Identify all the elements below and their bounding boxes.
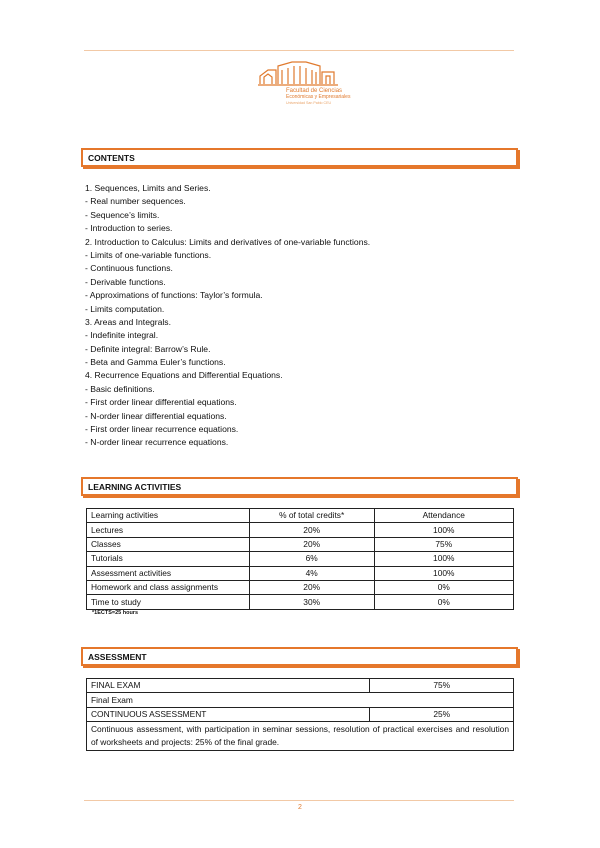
contents-item: - First order linear recurrence equations. xyxy=(85,424,239,435)
credits-cell: 20% xyxy=(249,580,374,594)
assessment-section-header: ASSESSMENT xyxy=(81,647,518,666)
attendance-cell: 100% xyxy=(374,566,513,580)
contents-item: - Approximations of functions: Taylor’s formula. xyxy=(85,290,263,301)
table-header-cell: Attendance xyxy=(374,509,513,523)
learning-activities-section-header: LEARNING ACTIVITIES xyxy=(81,477,518,496)
header-rule xyxy=(84,50,514,51)
table-row xyxy=(87,537,514,551)
building-logo-icon xyxy=(258,58,350,88)
contents-item: - Beta and Gamma Euler’s functions. xyxy=(85,357,226,368)
final-exam-weight: 75% xyxy=(370,679,514,693)
learning-activities-table xyxy=(86,508,514,610)
final-exam-label: FINAL EXAM xyxy=(87,679,370,693)
final-exam-description: Final Exam xyxy=(87,693,514,707)
contents-item: - Limits computation. xyxy=(85,303,165,314)
attendance-cell: 100% xyxy=(374,523,513,537)
continuous-assessment-label: CONTINUOUS ASSESSMENT xyxy=(87,707,370,721)
attendance-cell: 75% xyxy=(374,537,513,551)
ects-footnote: *1ECTS=25 hours xyxy=(92,610,139,616)
activity-cell: Lectures xyxy=(87,523,250,537)
continuous-assessment-description: Continuous assessment, with participation in seminar sessions, resolution of practical exercises and resolution of worksheets and projects: 25% of the final grade. xyxy=(87,722,514,751)
table-row xyxy=(87,722,514,751)
credits-cell: 6% xyxy=(249,552,374,566)
attendance-cell: 0% xyxy=(374,580,513,594)
contents-item: - Derivable functions. xyxy=(85,276,166,287)
table-row xyxy=(87,595,514,609)
credits-cell: 20% xyxy=(249,523,374,537)
contents-item: - N-order linear recurrence equations. xyxy=(85,437,229,448)
activity-cell: Homework and class assignments xyxy=(87,580,250,594)
contents-item: - First order linear differential equations. xyxy=(85,397,237,408)
contents-item: - Sequence’s limits. xyxy=(85,209,160,220)
contents-item: - Real number sequences. xyxy=(85,196,186,207)
table-row xyxy=(87,566,514,580)
activity-cell: Classes xyxy=(87,537,250,551)
activity-cell: Assessment activities xyxy=(87,566,250,580)
contents-item: - Definite integral: Barrow’s Rule. xyxy=(85,343,211,354)
contents-section-header: CONTENTS xyxy=(81,148,518,167)
footer-rule xyxy=(84,800,514,801)
table-row xyxy=(87,580,514,594)
credits-cell: 4% xyxy=(249,566,374,580)
table-header-cell: % of total credits* xyxy=(249,509,374,523)
contents-list xyxy=(85,182,515,450)
contents-item: - N-order linear differential equations. xyxy=(85,410,227,421)
table-row xyxy=(87,707,514,721)
table-row xyxy=(87,679,514,693)
table-row xyxy=(87,693,514,707)
table-row xyxy=(87,523,514,537)
contents-item: - Introduction to series. xyxy=(85,223,173,234)
table-row xyxy=(87,552,514,566)
attendance-cell: 0% xyxy=(374,595,513,609)
contents-item: 4. Recurrence Equations and Differential Equations. xyxy=(85,370,283,381)
credits-cell: 20% xyxy=(249,537,374,551)
page-number: 2 xyxy=(298,804,302,811)
logo-text-faculty: Facultad de Ciencias xyxy=(286,88,343,94)
logo-text-department: Económicas y Empresariales xyxy=(286,94,351,100)
contents-item: - Indefinite integral. xyxy=(85,330,159,341)
credits-cell: 30% xyxy=(249,595,374,609)
attendance-cell: 100% xyxy=(374,552,513,566)
table-header-cell: Learning activities xyxy=(87,509,250,523)
activity-cell: Tutorials xyxy=(87,552,250,566)
table-header-row xyxy=(87,509,514,523)
assessment-table xyxy=(86,678,514,751)
contents-item: - Continuous functions. xyxy=(85,263,173,274)
faculty-logo xyxy=(258,58,350,112)
activity-cell: Time to study xyxy=(87,595,250,609)
logo-text-university: Universidad San Pablo CEU xyxy=(286,101,332,105)
contents-item: 1. Sequences, Limits and Series. xyxy=(85,183,211,193)
continuous-assessment-weight: 25% xyxy=(370,707,514,721)
contents-item: - Limits of one-variable functions. xyxy=(85,249,212,260)
contents-item: - Basic definitions. xyxy=(85,383,155,394)
contents-item: 3. Areas and Integrals. xyxy=(85,316,171,327)
contents-item: 2. Introduction to Calculus: Limits and derivatives of one-variable functions. xyxy=(85,236,371,247)
